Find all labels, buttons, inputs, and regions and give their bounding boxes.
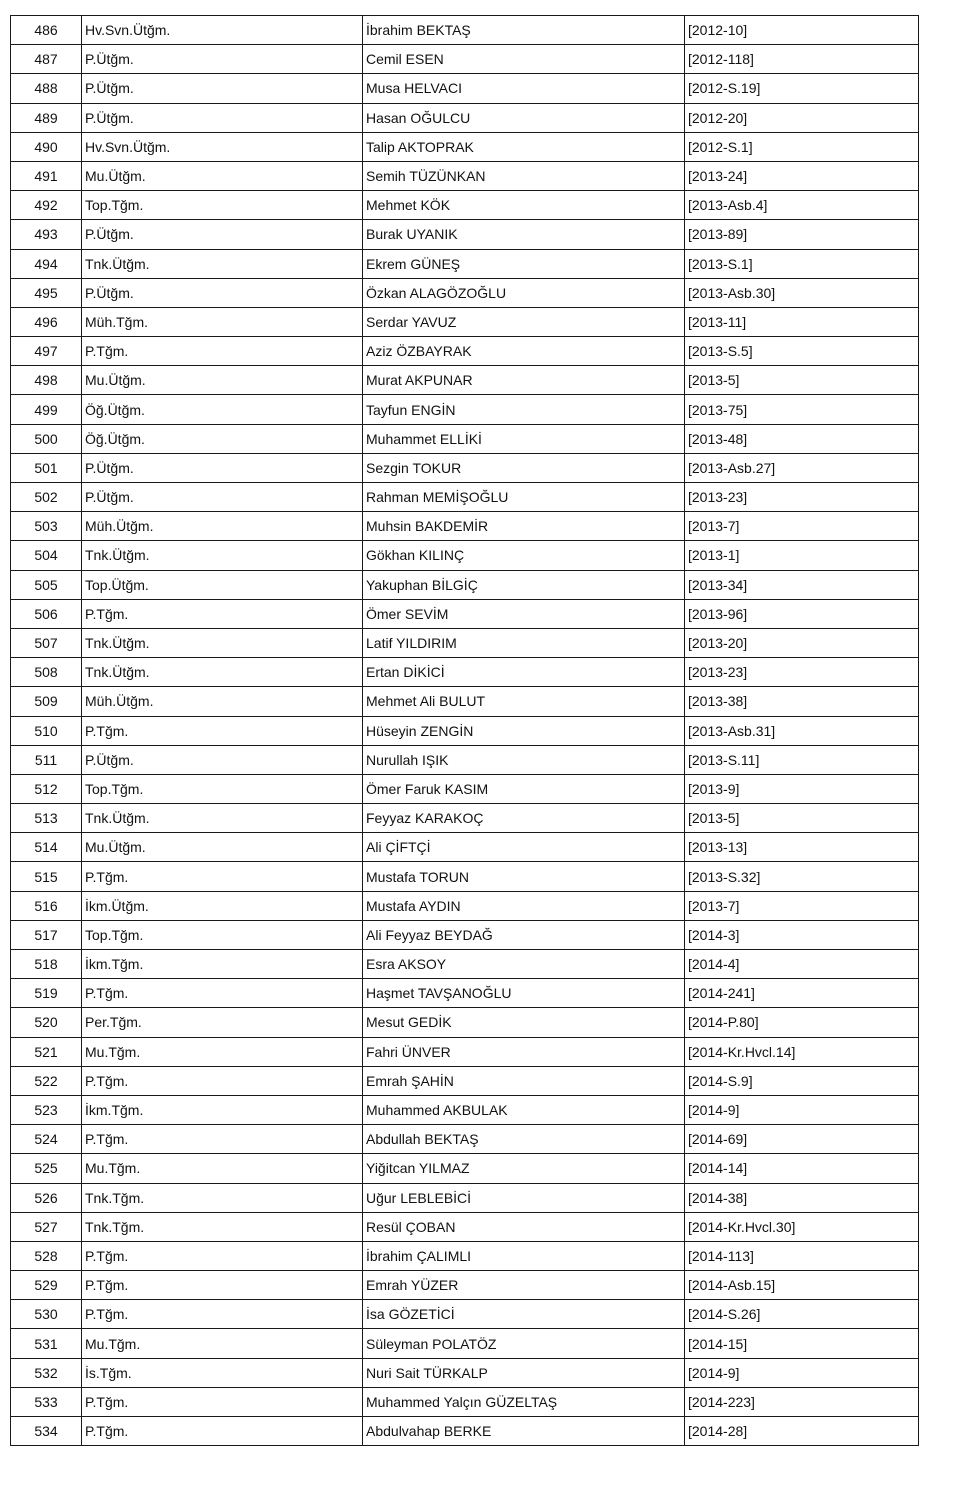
code-cell: [2013-S.1] xyxy=(685,249,919,278)
table-row xyxy=(11,395,919,424)
table-row xyxy=(11,658,919,687)
table-row xyxy=(11,1212,919,1241)
name-cell: Abdullah BEKTAŞ xyxy=(363,1125,685,1154)
code-cell: [2013-S.11] xyxy=(685,745,919,774)
code-cell: [2014-9] xyxy=(685,1358,919,1387)
code-cell: [2013-9] xyxy=(685,774,919,803)
code-cell: [2013-1] xyxy=(685,541,919,570)
name-cell: Emrah YÜZER xyxy=(363,1271,685,1300)
row-number: 486 xyxy=(11,16,82,45)
row-number: 529 xyxy=(11,1271,82,1300)
table-row xyxy=(11,570,919,599)
name-cell: Yiğitcan YILMAZ xyxy=(363,1154,685,1183)
code-cell: [2014-4] xyxy=(685,950,919,979)
row-number: 492 xyxy=(11,191,82,220)
table-row xyxy=(11,337,919,366)
code-cell: [2014-223] xyxy=(685,1387,919,1416)
name-cell: Emrah ŞAHİN xyxy=(363,1066,685,1095)
rank-cell: P.Tğm. xyxy=(82,1241,363,1270)
code-cell: [2013-Asb.31] xyxy=(685,716,919,745)
name-cell: Muhsin BAKDEMİR xyxy=(363,512,685,541)
row-number: 522 xyxy=(11,1066,82,1095)
row-number: 495 xyxy=(11,278,82,307)
table-row xyxy=(11,512,919,541)
rank-cell: P.Ütğm. xyxy=(82,220,363,249)
row-number: 528 xyxy=(11,1241,82,1270)
table-row xyxy=(11,950,919,979)
row-number: 518 xyxy=(11,950,82,979)
rank-cell: P.Ütğm. xyxy=(82,103,363,132)
name-cell: Ömer SEVİM xyxy=(363,599,685,628)
name-cell: Ali ÇİFTÇİ xyxy=(363,833,685,862)
rank-cell: Müh.Ütğm. xyxy=(82,687,363,716)
table-row xyxy=(11,1358,919,1387)
code-cell: [2014-Kr.Hvcl.14] xyxy=(685,1037,919,1066)
rank-cell: P.Tğm. xyxy=(82,1387,363,1416)
table-row xyxy=(11,920,919,949)
name-cell: Rahman MEMİŞOĞLU xyxy=(363,483,685,512)
code-cell: [2014-113] xyxy=(685,1241,919,1270)
code-cell: [2014-9] xyxy=(685,1095,919,1124)
code-cell: [2013-20] xyxy=(685,628,919,657)
code-cell: [2013-13] xyxy=(685,833,919,862)
name-cell: Haşmet TAVŞANOĞLU xyxy=(363,979,685,1008)
code-cell: [2014-Asb.15] xyxy=(685,1271,919,1300)
table-row xyxy=(11,1008,919,1037)
table-row xyxy=(11,687,919,716)
row-number: 497 xyxy=(11,337,82,366)
rank-cell: Per.Tğm. xyxy=(82,1008,363,1037)
name-cell: Ekrem GÜNEŞ xyxy=(363,249,685,278)
row-number: 507 xyxy=(11,628,82,657)
rank-cell: Top.Tğm. xyxy=(82,191,363,220)
code-cell: [2014-P.80] xyxy=(685,1008,919,1037)
row-number: 501 xyxy=(11,453,82,482)
code-cell: [2013-7] xyxy=(685,512,919,541)
code-cell: [2014-241] xyxy=(685,979,919,1008)
name-cell: Yakuphan BİLGİÇ xyxy=(363,570,685,599)
name-cell: Uğur LEBLEBİCİ xyxy=(363,1183,685,1212)
rank-cell: P.Ütğm. xyxy=(82,74,363,103)
name-cell: Muhammet ELLİKİ xyxy=(363,424,685,453)
rank-cell: P.Tğm. xyxy=(82,1271,363,1300)
rank-cell: P.Tğm. xyxy=(82,1300,363,1329)
row-number: 519 xyxy=(11,979,82,1008)
name-cell: Hüseyin ZENGİN xyxy=(363,716,685,745)
rank-cell: Müh.Tğm. xyxy=(82,307,363,336)
name-cell: Mustafa TORUN xyxy=(363,862,685,891)
rank-cell: Mu.Tğm. xyxy=(82,1329,363,1358)
rank-cell: P.Ütğm. xyxy=(82,453,363,482)
table-row xyxy=(11,833,919,862)
table-row xyxy=(11,1329,919,1358)
row-number: 515 xyxy=(11,862,82,891)
table-row xyxy=(11,424,919,453)
table-row xyxy=(11,45,919,74)
rank-cell: Tnk.Tğm. xyxy=(82,1212,363,1241)
code-cell: [2013-Asb.4] xyxy=(685,191,919,220)
table-row xyxy=(11,1066,919,1095)
row-number: 500 xyxy=(11,424,82,453)
rank-cell: Top.Ütğm. xyxy=(82,570,363,599)
table-row xyxy=(11,979,919,1008)
rank-cell: Öğ.Ütğm. xyxy=(82,424,363,453)
name-cell: Abdulvahap BERKE xyxy=(363,1417,685,1446)
personnel-table xyxy=(10,15,919,1446)
table-row xyxy=(11,249,919,278)
rank-cell: Tnk.Ütğm. xyxy=(82,658,363,687)
table-row xyxy=(11,541,919,570)
row-number: 510 xyxy=(11,716,82,745)
table-row xyxy=(11,103,919,132)
code-cell: [2012-S.1] xyxy=(685,132,919,161)
rank-cell: P.Tğm. xyxy=(82,599,363,628)
rank-cell: Mu.Ütğm. xyxy=(82,366,363,395)
table-row xyxy=(11,1387,919,1416)
row-number: 505 xyxy=(11,570,82,599)
rank-cell: P.Tğm. xyxy=(82,337,363,366)
row-number: 525 xyxy=(11,1154,82,1183)
code-cell: [2013-23] xyxy=(685,658,919,687)
name-cell: Sezgin TOKUR xyxy=(363,453,685,482)
code-cell: [2013-24] xyxy=(685,161,919,190)
name-cell: Feyyaz KARAKOÇ xyxy=(363,804,685,833)
row-number: 514 xyxy=(11,833,82,862)
code-cell: [2014-14] xyxy=(685,1154,919,1183)
row-number: 524 xyxy=(11,1125,82,1154)
row-number: 502 xyxy=(11,483,82,512)
name-cell: İbrahim BEKTAŞ xyxy=(363,16,685,45)
code-cell: [2013-75] xyxy=(685,395,919,424)
rank-cell: P.Ütğm. xyxy=(82,278,363,307)
row-number: 521 xyxy=(11,1037,82,1066)
name-cell: Mehmet Ali BULUT xyxy=(363,687,685,716)
row-number: 496 xyxy=(11,307,82,336)
table-row xyxy=(11,161,919,190)
row-number: 491 xyxy=(11,161,82,190)
rank-cell: Top.Tğm. xyxy=(82,920,363,949)
row-number: 488 xyxy=(11,74,82,103)
code-cell: [2013-11] xyxy=(685,307,919,336)
code-cell: [2013-38] xyxy=(685,687,919,716)
rank-cell: P.Ütğm. xyxy=(82,483,363,512)
name-cell: Mehmet KÖK xyxy=(363,191,685,220)
rank-cell: Mu.Ütğm. xyxy=(82,833,363,862)
row-number: 487 xyxy=(11,45,82,74)
rank-cell: İkm.Tğm. xyxy=(82,950,363,979)
code-cell: [2013-89] xyxy=(685,220,919,249)
table-row xyxy=(11,220,919,249)
code-cell: [2012-20] xyxy=(685,103,919,132)
name-cell: Fahri ÜNVER xyxy=(363,1037,685,1066)
table-row xyxy=(11,774,919,803)
rank-cell: Tnk.Ütğm. xyxy=(82,628,363,657)
code-cell: [2013-5] xyxy=(685,804,919,833)
rank-cell: İkm.Ütğm. xyxy=(82,891,363,920)
table-row xyxy=(11,16,919,45)
row-number: 490 xyxy=(11,132,82,161)
rank-cell: Mu.Ütğm. xyxy=(82,161,363,190)
row-number: 494 xyxy=(11,249,82,278)
name-cell: Süleyman POLATÖZ xyxy=(363,1329,685,1358)
rank-cell: İkm.Tğm. xyxy=(82,1095,363,1124)
row-number: 509 xyxy=(11,687,82,716)
table-row xyxy=(11,599,919,628)
code-cell: [2014-Kr.Hvcl.30] xyxy=(685,1212,919,1241)
rank-cell: Öğ.Ütğm. xyxy=(82,395,363,424)
rank-cell: İs.Tğm. xyxy=(82,1358,363,1387)
name-cell: Muhammed AKBULAK xyxy=(363,1095,685,1124)
name-cell: Mustafa AYDIN xyxy=(363,891,685,920)
code-cell: [2013-Asb.30] xyxy=(685,278,919,307)
name-cell: Burak UYANIK xyxy=(363,220,685,249)
rank-cell: Müh.Ütğm. xyxy=(82,512,363,541)
name-cell: Gökhan KILINÇ xyxy=(363,541,685,570)
table-row xyxy=(11,1095,919,1124)
name-cell: Nurullah IŞIK xyxy=(363,745,685,774)
name-cell: Nuri Sait TÜRKALP xyxy=(363,1358,685,1387)
rank-cell: P.Tğm. xyxy=(82,1066,363,1095)
row-number: 533 xyxy=(11,1387,82,1416)
table-row xyxy=(11,483,919,512)
name-cell: Aziz ÖZBAYRAK xyxy=(363,337,685,366)
name-cell: Ertan DİKİCİ xyxy=(363,658,685,687)
row-number: 523 xyxy=(11,1095,82,1124)
table-row xyxy=(11,278,919,307)
code-cell: [2013-96] xyxy=(685,599,919,628)
rank-cell: Tnk.Ütğm. xyxy=(82,541,363,570)
code-cell: [2014-3] xyxy=(685,920,919,949)
name-cell: Mesut GEDİK xyxy=(363,1008,685,1037)
row-number: 511 xyxy=(11,745,82,774)
row-number: 503 xyxy=(11,512,82,541)
rank-cell: P.Ütğm. xyxy=(82,745,363,774)
code-cell: [2014-38] xyxy=(685,1183,919,1212)
code-cell: [2014-69] xyxy=(685,1125,919,1154)
row-number: 508 xyxy=(11,658,82,687)
name-cell: Murat AKPUNAR xyxy=(363,366,685,395)
row-number: 516 xyxy=(11,891,82,920)
table-row xyxy=(11,862,919,891)
table-row xyxy=(11,745,919,774)
code-cell: [2014-15] xyxy=(685,1329,919,1358)
row-number: 520 xyxy=(11,1008,82,1037)
name-cell: Cemil ESEN xyxy=(363,45,685,74)
code-cell: [2013-Asb.27] xyxy=(685,453,919,482)
name-cell: Latif YILDIRIM xyxy=(363,628,685,657)
table-row xyxy=(11,1417,919,1446)
row-number: 489 xyxy=(11,103,82,132)
row-number: 493 xyxy=(11,220,82,249)
code-cell: [2014-S.26] xyxy=(685,1300,919,1329)
row-number: 506 xyxy=(11,599,82,628)
code-cell: [2012-118] xyxy=(685,45,919,74)
table-row xyxy=(11,1037,919,1066)
rank-cell: P.Tğm. xyxy=(82,716,363,745)
rank-cell: Tnk.Ütğm. xyxy=(82,804,363,833)
document-page xyxy=(10,15,918,1446)
rank-cell: Hv.Svn.Ütğm. xyxy=(82,132,363,161)
table-row xyxy=(11,1154,919,1183)
code-cell: [2013-23] xyxy=(685,483,919,512)
table-row xyxy=(11,1183,919,1212)
table-row xyxy=(11,1300,919,1329)
code-cell: [2012-S.19] xyxy=(685,74,919,103)
row-number: 504 xyxy=(11,541,82,570)
table-row xyxy=(11,1271,919,1300)
table-row xyxy=(11,307,919,336)
rank-cell: P.Tğm. xyxy=(82,862,363,891)
code-cell: [2012-10] xyxy=(685,16,919,45)
rank-cell: Mu.Tğm. xyxy=(82,1037,363,1066)
table-row xyxy=(11,1241,919,1270)
rank-cell: P.Tğm. xyxy=(82,1417,363,1446)
row-number: 531 xyxy=(11,1329,82,1358)
name-cell: Tayfun ENGİN xyxy=(363,395,685,424)
code-cell: [2013-5] xyxy=(685,366,919,395)
name-cell: Muhammed Yalçın GÜZELTAŞ xyxy=(363,1387,685,1416)
name-cell: Esra AKSOY xyxy=(363,950,685,979)
row-number: 499 xyxy=(11,395,82,424)
name-cell: Semih TÜZÜNKAN xyxy=(363,161,685,190)
row-number: 534 xyxy=(11,1417,82,1446)
table-row xyxy=(11,891,919,920)
rank-cell: P.Tğm. xyxy=(82,979,363,1008)
code-cell: [2013-34] xyxy=(685,570,919,599)
row-number: 517 xyxy=(11,920,82,949)
name-cell: Musa HELVACI xyxy=(363,74,685,103)
name-cell: Resül ÇOBAN xyxy=(363,1212,685,1241)
rank-cell: P.Ütğm. xyxy=(82,45,363,74)
rank-cell: Tnk.Ütğm. xyxy=(82,249,363,278)
name-cell: Ali Feyyaz BEYDAĞ xyxy=(363,920,685,949)
table-row xyxy=(11,191,919,220)
personnel-table-body xyxy=(11,16,919,1446)
row-number: 530 xyxy=(11,1300,82,1329)
name-cell: Hasan OĞULCU xyxy=(363,103,685,132)
name-cell: Ömer Faruk KASIM xyxy=(363,774,685,803)
code-cell: [2013-S.32] xyxy=(685,862,919,891)
rank-cell: Mu.Tğm. xyxy=(82,1154,363,1183)
row-number: 498 xyxy=(11,366,82,395)
code-cell: [2013-S.5] xyxy=(685,337,919,366)
table-row xyxy=(11,716,919,745)
name-cell: İsa GÖZETİCİ xyxy=(363,1300,685,1329)
row-number: 526 xyxy=(11,1183,82,1212)
table-row xyxy=(11,1125,919,1154)
code-cell: [2013-7] xyxy=(685,891,919,920)
row-number: 532 xyxy=(11,1358,82,1387)
rank-cell: P.Tğm. xyxy=(82,1125,363,1154)
code-cell: [2013-48] xyxy=(685,424,919,453)
code-cell: [2014-28] xyxy=(685,1417,919,1446)
table-row xyxy=(11,628,919,657)
table-row xyxy=(11,453,919,482)
name-cell: İbrahim ÇALIMLI xyxy=(363,1241,685,1270)
name-cell: Talip AKTOPRAK xyxy=(363,132,685,161)
row-number: 512 xyxy=(11,774,82,803)
table-row xyxy=(11,804,919,833)
table-row xyxy=(11,366,919,395)
table-row xyxy=(11,74,919,103)
rank-cell: Hv.Svn.Ütğm. xyxy=(82,16,363,45)
table-row xyxy=(11,132,919,161)
name-cell: Özkan ALAGÖZOĞLU xyxy=(363,278,685,307)
code-cell: [2014-S.9] xyxy=(685,1066,919,1095)
name-cell: Serdar YAVUZ xyxy=(363,307,685,336)
rank-cell: Top.Tğm. xyxy=(82,774,363,803)
row-number: 513 xyxy=(11,804,82,833)
rank-cell: Tnk.Tğm. xyxy=(82,1183,363,1212)
row-number: 527 xyxy=(11,1212,82,1241)
